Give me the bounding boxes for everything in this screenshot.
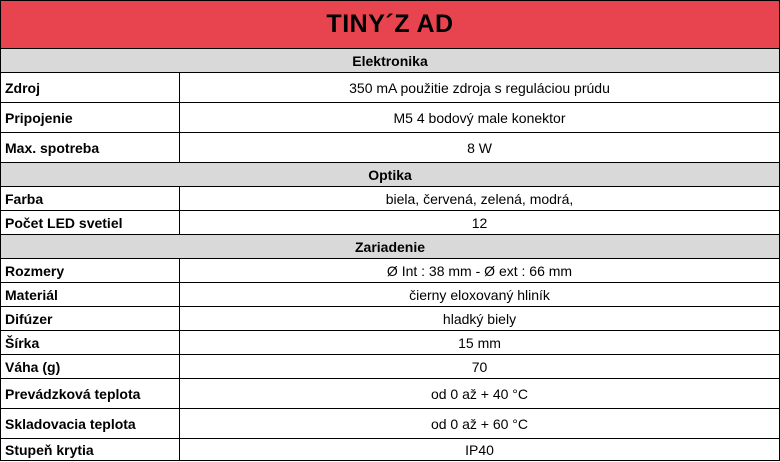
section-header-row [1,163,780,187]
row-value: 8 W [180,133,780,163]
row-label: Prevádzková teplota [1,379,180,409]
row-label: Materiál [1,283,180,307]
table-row [1,355,780,379]
section-heading-optika: Optika [1,163,780,187]
row-value: hladký biely [180,307,780,331]
row-value: 12 [180,211,780,235]
section-header-row [1,49,780,73]
table-row [1,73,780,103]
table-row [1,409,780,439]
table-row [1,259,780,283]
row-value: IP40 [180,439,780,461]
table-row [1,307,780,331]
row-value: čierny eloxovaný hliník [180,283,780,307]
row-value: od 0 až + 60 °C [180,409,780,439]
row-label: Stupeň krytia [1,439,180,461]
row-label: Počet LED svetiel [1,211,180,235]
table-row [1,439,780,461]
row-label: Váha (g) [1,355,180,379]
row-value: 70 [180,355,780,379]
table-row [1,379,780,409]
section-heading-elektronika: Elektronika [1,49,780,73]
table-row [1,211,780,235]
section-heading-zariadenie: Zariadenie [1,235,780,259]
row-value: Ø Int : 38 mm - Ø ext : 66 mm [180,259,780,283]
row-value: od 0 až + 40 °C [180,379,780,409]
row-label: Farba [1,187,180,211]
table-row [1,133,780,163]
row-label: Max. spotreba [1,133,180,163]
row-label: Šírka [1,331,180,355]
row-value: 15 mm [180,331,780,355]
title-row [1,1,780,49]
row-label: Zdroj [1,73,180,103]
table-row [1,331,780,355]
section-header-row [1,235,780,259]
table-row [1,103,780,133]
table-row [1,187,780,211]
row-value: biela, červená, zelená, modrá, [180,187,780,211]
row-value: 350 mA použitie zdroja s reguláciou prúdu [180,73,780,103]
row-value: M5 4 bodový male konektor [180,103,780,133]
product-title: TINY´Z AD [1,1,780,49]
row-label: Difúzer [1,307,180,331]
table-row [1,283,780,307]
row-label: Rozmery [1,259,180,283]
row-label: Skladovacia teplota [1,409,180,439]
row-label: Pripojenie [1,103,180,133]
